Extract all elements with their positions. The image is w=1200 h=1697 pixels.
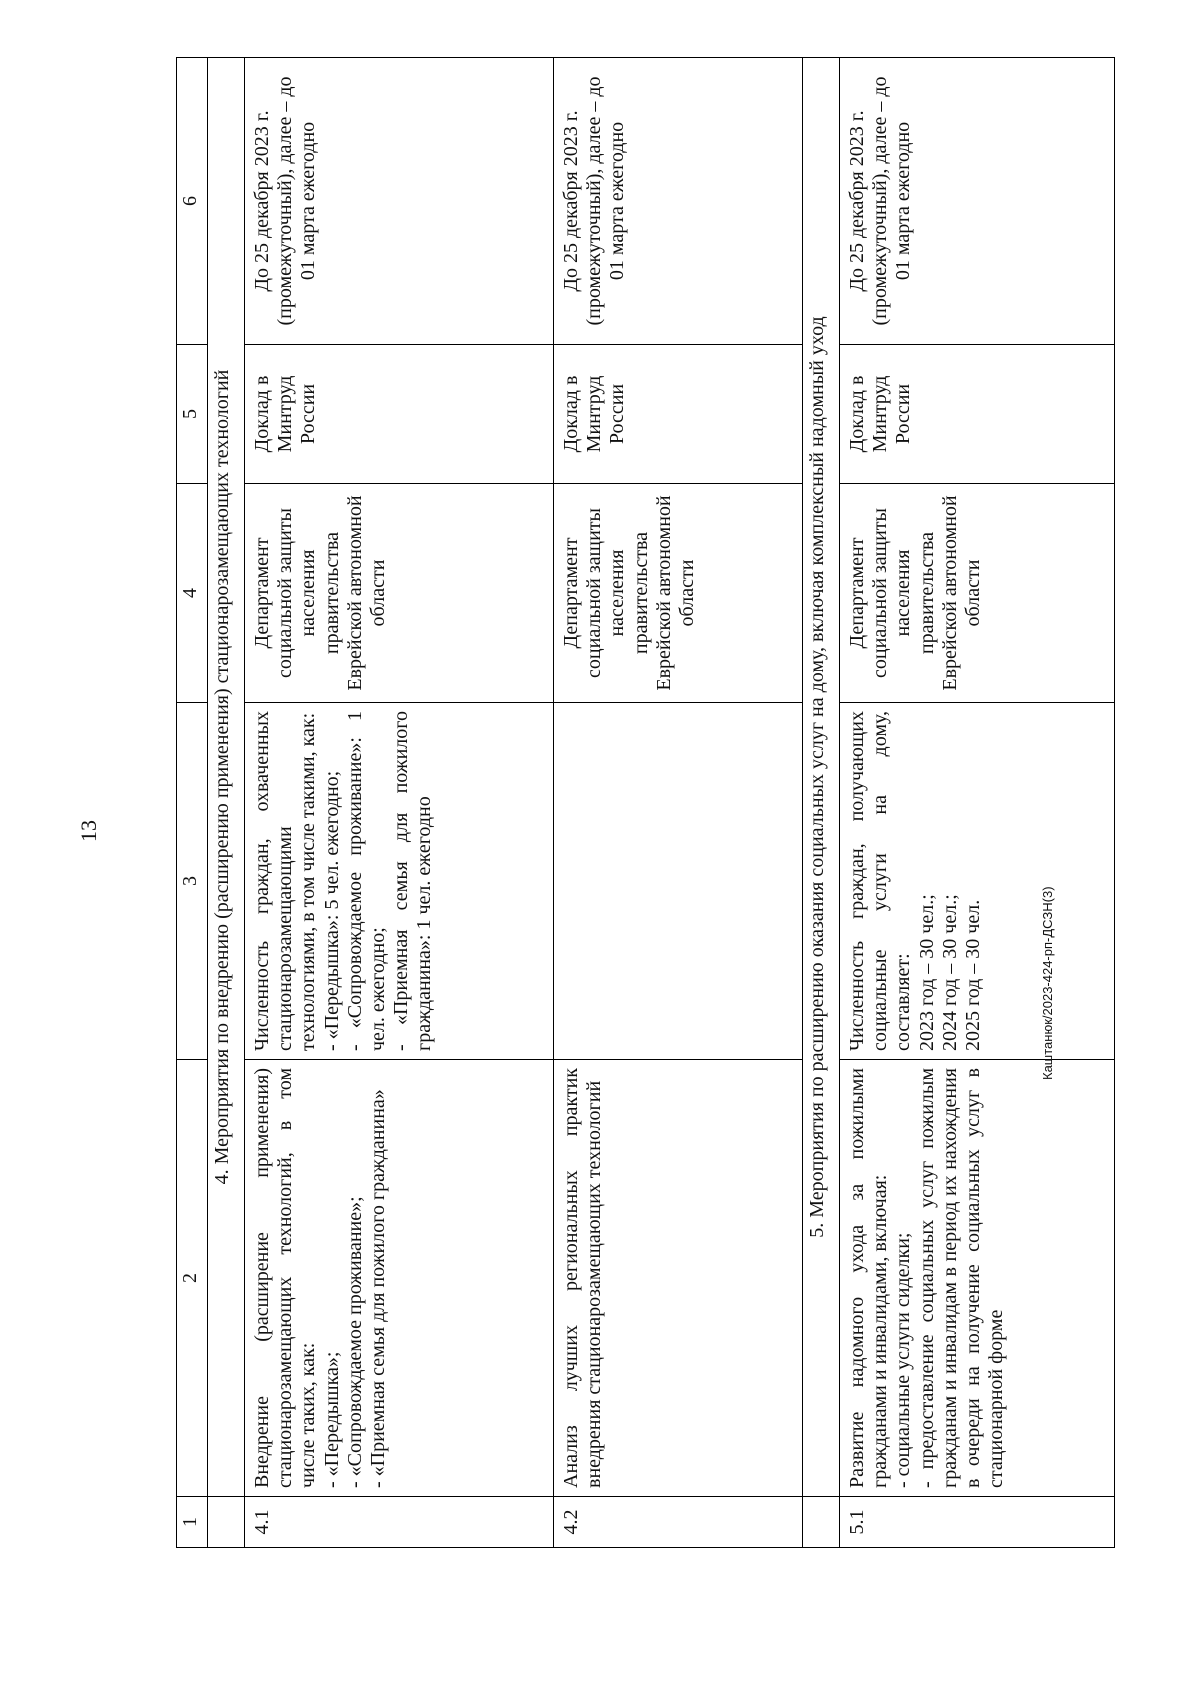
table-row (840, 58, 1115, 1548)
section-row-5 (803, 58, 840, 1548)
measure-cell: Анализ лучших региональных практик внедрения стационарозамещающих технологий (554, 1060, 803, 1497)
table-row (554, 58, 803, 1548)
deadline-cell: До 25 декабря 2023 г. (промежуточный), далее – до 01 марта ежегодно (245, 58, 554, 345)
table-row (245, 58, 554, 1548)
header-col-2: 2 (177, 1060, 208, 1497)
deadline-cell: До 25 декабря 2023 г. (промежуточный), далее – до 01 марта ежегодно (554, 58, 803, 345)
header-col-3: 3 (177, 703, 208, 1060)
executor-cell: Департамент социальной защиты населения правительства Еврейской автономной области (840, 484, 1115, 703)
table-header-row (177, 58, 208, 1548)
footer-document-code: Каштанюк/2023-424-рп-ДСЗН(3) (1040, 886, 1055, 1080)
report-cell: Доклад в Минтруд России (840, 345, 1115, 484)
section-4-title: 4. Мероприятия по внедрению (расширению применения) стационарозамещающих технологий (208, 58, 245, 1497)
section-5-spacer (803, 1497, 840, 1548)
section-row-4 (208, 58, 245, 1548)
executor-cell: Департамент социальной защиты населения правительства Еврейской автономной области (554, 484, 803, 703)
indicator-cell (554, 703, 803, 1060)
measures-table (176, 57, 1115, 1548)
indicator-cell: Численность граждан, получающих социальные услуги на дому, составляет: 2023 год – 30 чел.; 2024 год – 30 чел.; 2025 год – 30 чел. (840, 703, 1115, 1060)
executor-cell: Департамент социальной защиты населения правительства Еврейской автономной области (245, 484, 554, 703)
row-number: 4.1 (245, 1497, 554, 1548)
measure-cell: Внедрение (расширение применения) стационарозамещающих технологий, в том числе таких, как: - «Передышка»; - «Сопровождаемое проживание»; - «Приемная семья для пожилого гражданина» (245, 1060, 554, 1497)
deadline-cell: До 25 декабря 2023 г. (промежуточный), далее – до 01 марта ежегодно (840, 58, 1115, 345)
header-col-6: 6 (177, 58, 208, 345)
row-number: 4.2 (554, 1497, 803, 1548)
section-4-spacer (208, 1497, 245, 1548)
page-number: 13 (76, 820, 101, 842)
header-col-5: 5 (177, 345, 208, 484)
section-5-title: 5. Мероприятия по расширению оказания социальных услуг на дому, включая комплексный надомный уход (803, 58, 840, 1497)
rotated-table-container (176, 76, 1050, 1548)
report-cell: Доклад в Минтруд России (245, 345, 554, 484)
measure-cell: Развитие надомного ухода за пожилыми гражданами и инвалидами, включая: - социальные услуги сиделки; - предоставление социальных услуг пожилым гражданам и инвалидам в период их нахождения в очереди на получение социальных услуг в стационарной форме (840, 1060, 1115, 1497)
report-cell: Доклад в Минтруд России (554, 345, 803, 484)
indicator-cell: Численность граждан, охваченных стационарозамещающими технологиями, в том числе такими, как: - «Передышка»: 5 чел. ежегодно; - «Сопровождаемое проживание»: 1 чел. ежегодно; - «Приемная семья для пожилого гражданина»: 1 чел. ежегодно (245, 703, 554, 1060)
header-col-1: 1 (177, 1497, 208, 1548)
header-col-4: 4 (177, 484, 208, 703)
row-number: 5.1 (840, 1497, 1115, 1548)
